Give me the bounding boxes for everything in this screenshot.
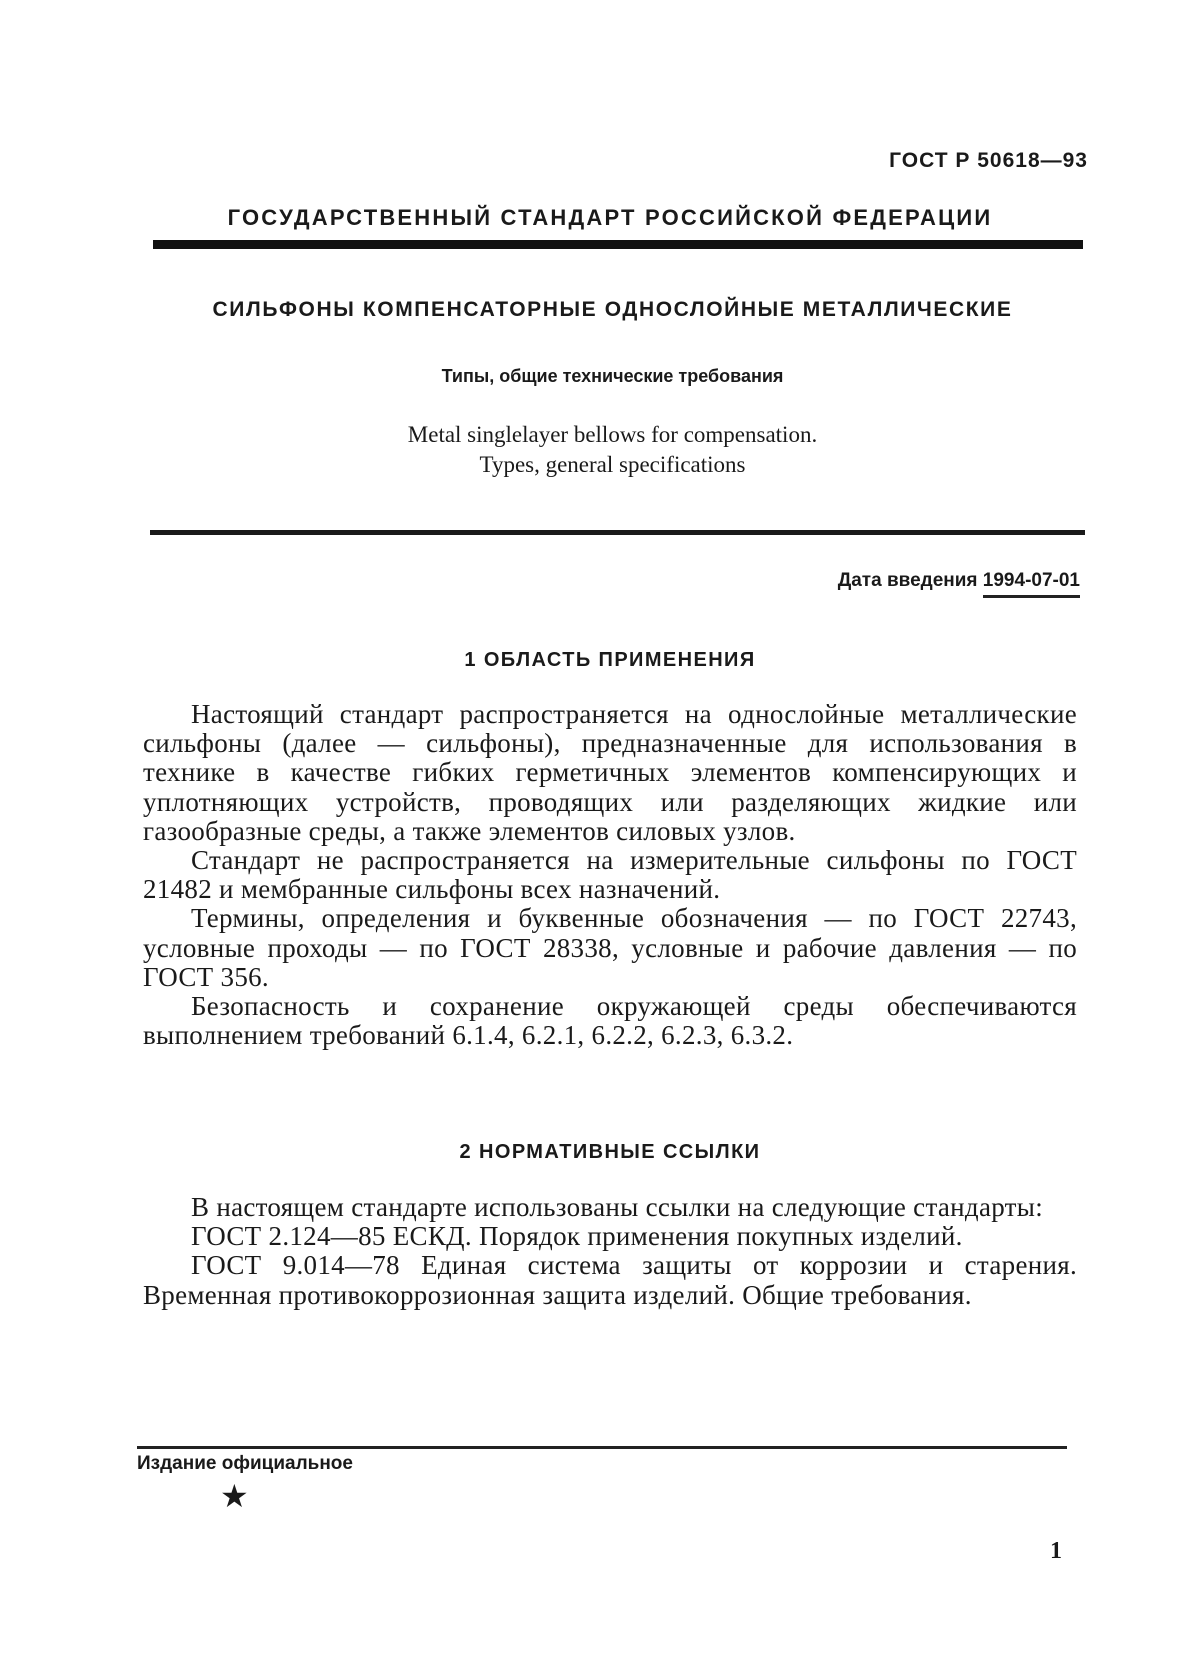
english-title bbox=[150, 420, 1075, 480]
paragraph: Безопасность и сохранение окружающей среды обеспечиваются выполнением требований 6.1.4, 6.2.1, 6.2.2, 6.2.3, 6.3.2. bbox=[143, 991, 1077, 1051]
section-heading-normative-references: 2 НОРМАТИВНЫЕ ССЫЛКИ bbox=[459, 1141, 761, 1163]
introduction-date-label: Дата введения bbox=[837, 570, 978, 591]
section-body-scope bbox=[143, 700, 1077, 1050]
header-rule bbox=[153, 240, 1083, 249]
document-number: ГОСТ Р 50618—93 bbox=[889, 149, 1088, 172]
document-title: СИЛЬФОНЫ КОМПЕНСАТОРНЫЕ ОДНОСЛОЙНЫЕ МЕТАЛЛИЧЕСКИЕ bbox=[212, 298, 1013, 321]
english-title-line-2: Types, general specifications bbox=[479, 452, 746, 477]
paragraph: Термины, определения и буквенные обозначения — по ГОСТ 22743, условные проходы — по ГОСТ 28338, условные и рабочие давления — по ГОСТ 356. bbox=[143, 903, 1077, 992]
introduction-date-value: 1994-07-01 bbox=[983, 570, 1080, 598]
official-edition-label: Издание официальное bbox=[137, 1453, 353, 1474]
document-subtitle: Типы, общие технические требования bbox=[441, 366, 784, 386]
paragraph: Настоящий стандарт распространяется на однослойные металлические сильфоны (далее — сильфоны), предназначенные для использования в технике в качестве гибких герметичных элементов компенсирующих и уплотняющих устройств, проводящих или разделяющих жидкие или газообразные среды, а также элементов силовых узлов. bbox=[143, 699, 1077, 846]
paragraph: В настоящем стандарте использованы ссылки на следующие стандарты: bbox=[191, 1192, 1044, 1222]
introduction-date bbox=[600, 570, 1080, 592]
section-body-normative-references bbox=[143, 1193, 1077, 1310]
paragraph: ГОСТ 9.014—78 Единая система защиты от коррозии и старения. Временная противокоррозионная защита изделий. Общие требования. bbox=[143, 1250, 1077, 1310]
paragraph: Стандарт не распространяется на измерительные сильфоны по ГОСТ 21482 и мембранные сильфоны всех назначений. bbox=[143, 845, 1077, 905]
star-icon: ★ bbox=[220, 1478, 249, 1514]
section-heading-scope: 1 ОБЛАСТЬ ПРИМЕНЕНИЯ bbox=[464, 649, 756, 671]
page-number: 1 bbox=[1050, 1538, 1062, 1564]
title-rule bbox=[150, 530, 1085, 535]
header-title: ГОСУДАРСТВЕННЫЙ СТАНДАРТ РОССИЙСКОЙ ФЕДЕРАЦИИ bbox=[227, 205, 993, 230]
english-title-line-1: Metal singlelayer bellows for compensation. bbox=[407, 422, 818, 447]
footer-rule bbox=[137, 1446, 1067, 1449]
paragraph: ГОСТ 2.124—85 ЕСКД. Порядок применения покупных изделий. bbox=[191, 1221, 963, 1252]
